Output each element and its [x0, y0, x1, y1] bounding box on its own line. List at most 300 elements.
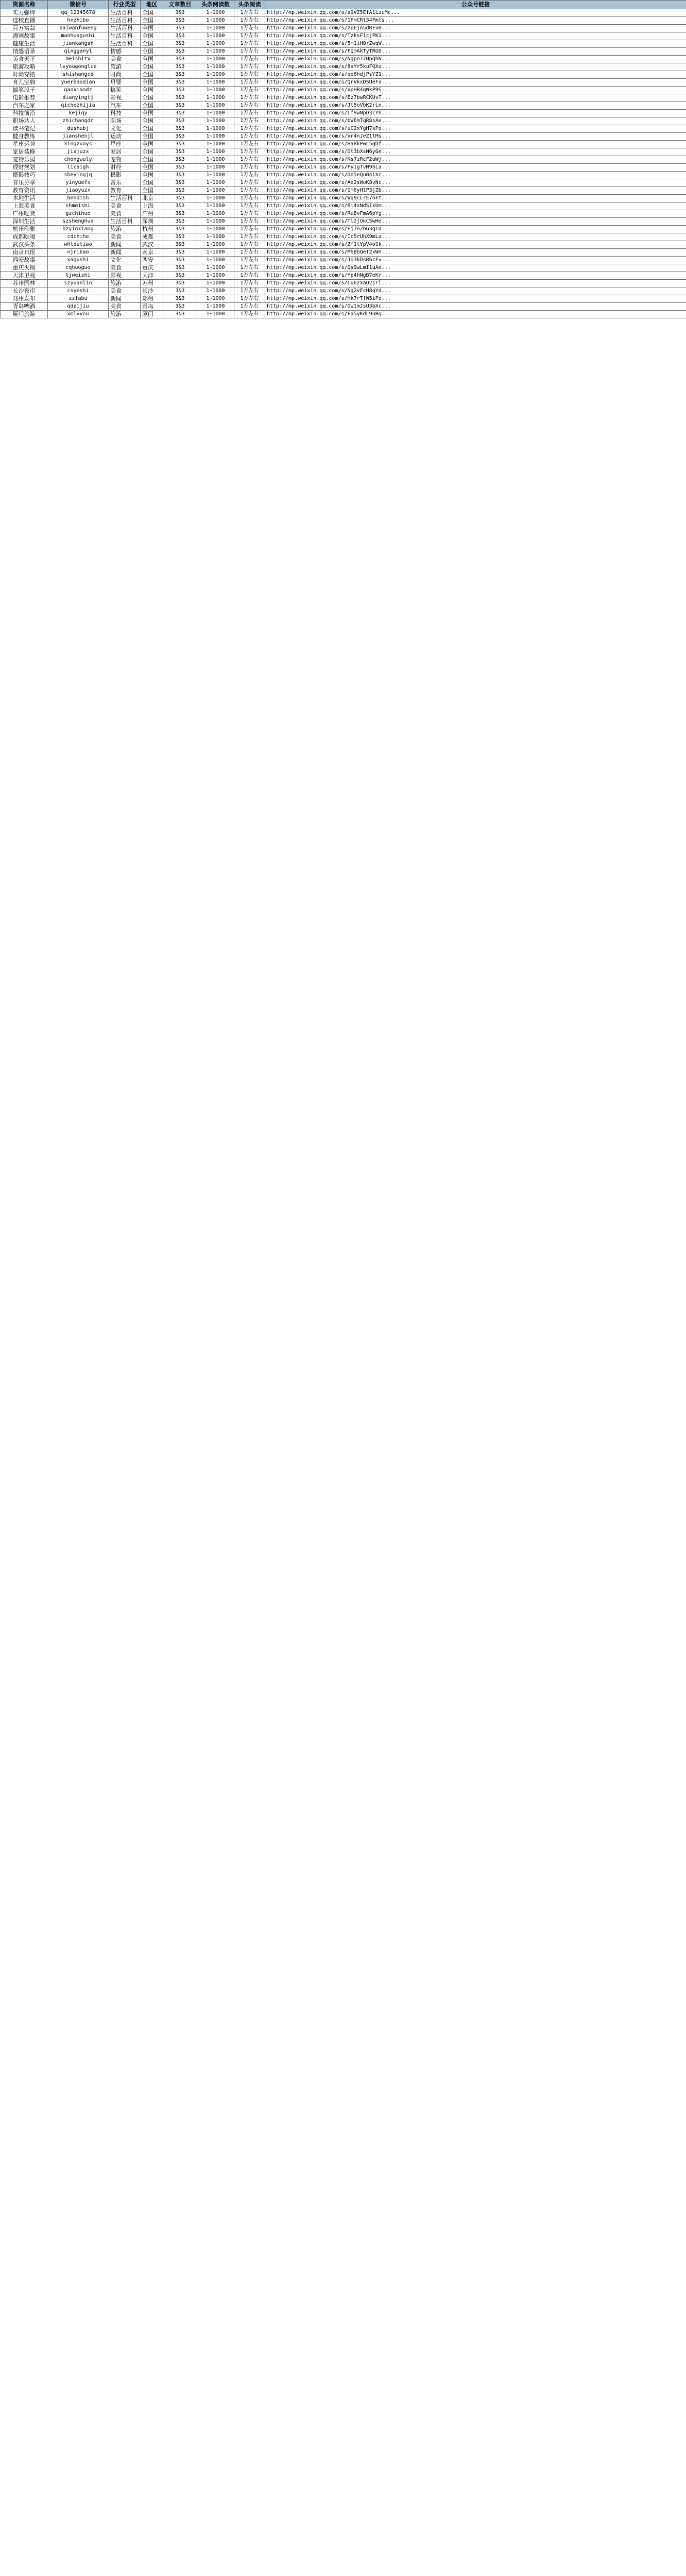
cell-headline: 1万左右 [234, 48, 265, 56]
cell-category: 新闻 [109, 241, 141, 249]
cell-region: 全国 [141, 164, 163, 172]
cell-article-count: 3&3 [163, 56, 197, 63]
cell-name: 杭州印象 [1, 226, 48, 233]
cell-link[interactable]: http://mp.weixin.qq.com/s/zpEjA5dRFvH... [265, 25, 686, 32]
cell-link[interactable]: http://mp.weixin.qq.com/s/Bi4xNdS1kUm... [265, 202, 686, 210]
cell-article-count: 3&3 [163, 210, 197, 218]
cell-region: 郑州 [141, 295, 163, 303]
table-row [1, 117, 686, 125]
cell-wechat-id: cqhuoguo [48, 264, 109, 272]
cell-name: 西安故事 [1, 257, 48, 264]
cell-wechat-id: zzfabu [48, 295, 109, 303]
table-row [1, 141, 686, 148]
cell-link[interactable]: http://mp.weixin.qq.com/s/Qs9wLmI1uAe... [265, 264, 686, 272]
cell-name: 宠物乐园 [1, 156, 48, 164]
cell-wechat-id: gaoxiaodz [48, 87, 109, 94]
table-row [1, 25, 686, 32]
table-row [1, 257, 686, 264]
cell-category: 生活百科 [109, 195, 141, 202]
cell-region: 全国 [141, 179, 163, 187]
cell-article-count: 3&3 [163, 156, 197, 164]
cell-headline-reads: 1~1000 [197, 40, 234, 48]
cell-region: 青岛 [141, 303, 163, 311]
cell-link[interactable]: http://mp.weixin.qq.com/s/Ae2sWoK8vNc... [265, 179, 686, 187]
cell-wechat-id: xagushi [48, 257, 109, 264]
cell-name: 健康生活 [1, 40, 48, 48]
cell-name: 重庆火锅 [1, 264, 48, 272]
cell-wechat-id: jianshenjl [48, 133, 109, 141]
cell-wechat-id: cdchihe [48, 233, 109, 241]
cell-wechat-id: dianyingtj [48, 94, 109, 102]
cell-article-count: 3&3 [163, 187, 197, 195]
cell-article-count: 3&3 [163, 32, 197, 40]
cell-region: 全国 [141, 79, 163, 87]
cell-headline-reads: 1~1000 [197, 218, 234, 226]
header-row [1, 1, 686, 9]
cell-headline-reads: 1~1000 [197, 25, 234, 32]
cell-link[interactable]: http://mp.weixin.qq.com/s/bW6mTqR8sAe... [265, 117, 686, 125]
cell-headline-reads: 1~1000 [197, 148, 234, 156]
cell-category: 职场 [109, 117, 141, 125]
cell-region: 苏州 [141, 280, 163, 287]
cell-region: 北京 [141, 195, 163, 202]
cell-article-count: 3&3 [163, 202, 197, 210]
cell-wechat-id: sheyingjq [48, 172, 109, 179]
cell-wechat-id: lvyougonglue [48, 63, 109, 71]
cell-link[interactable]: http://mp.weixin.qq.com/s/Dn5eQuB4iXr... [265, 172, 686, 179]
cell-link[interactable]: http://mp.weixin.qq.com/s/Mh8bQeT2xWn... [265, 249, 686, 257]
cell-region: 全国 [141, 141, 163, 148]
table-row [1, 195, 686, 202]
cell-link[interactable]: http://mp.weixin.qq.com/s/Tl2jOkC5wHe... [265, 218, 686, 226]
cell-link[interactable]: http://mp.weixin.qq.com/s/qe6hdjPsYZ1... [265, 71, 686, 79]
cell-region: 上海 [141, 202, 163, 210]
cell-link[interactable]: http://mp.weixin.qq.com/s/Ot3bXsN6yGe... [265, 148, 686, 156]
cell-region: 全国 [141, 125, 163, 133]
col-header-article-count: 文章数目 [163, 1, 197, 9]
cell-region: 全国 [141, 17, 163, 25]
cell-name: 时尚穿搭 [1, 71, 48, 79]
cell-wechat-id: qdpijiu [48, 303, 109, 311]
cell-headline-reads: 1~1000 [197, 172, 234, 179]
cell-link[interactable]: http://mp.weixin.qq.com/s/Fa5yKdL9nRg... [265, 311, 686, 318]
table-row [1, 133, 686, 141]
cell-name: 广州吃货 [1, 210, 48, 218]
cell-region: 天津 [141, 272, 163, 280]
cell-wechat-id: baiwanfuweng [48, 25, 109, 32]
cell-headline-reads: 1~1000 [197, 141, 234, 148]
cell-name: 厦门旅游 [1, 311, 48, 318]
cell-name: 南京日报 [1, 249, 48, 257]
cell-article-count: 3&3 [163, 117, 197, 125]
cell-wechat-id: xmlvyou [48, 311, 109, 318]
table-row [1, 148, 686, 156]
cell-link[interactable]: http://mp.weixin.qq.com/s/Vr4nJeZ1tMs... [265, 133, 686, 141]
cell-wechat-id: szshenghuo [48, 218, 109, 226]
cell-wechat-id: hxzhibo [48, 17, 109, 25]
cell-wechat-id: yuerbaodian [48, 79, 109, 87]
cell-headline-reads: 1~1000 [197, 195, 234, 202]
cell-link[interactable]: http://mp.weixin.qq.com/s/Py1gTvM9hLa... [265, 164, 686, 172]
cell-headline: 1万左右 [234, 311, 265, 318]
cell-wechat-id: licaigh [48, 164, 109, 172]
cell-headline-reads: 1~1000 [197, 110, 234, 117]
cell-name: 本地生活 [1, 195, 48, 202]
cell-link[interactable]: http://mp.weixin.qq.com/s/Cu6zXaO2jTl... [265, 280, 686, 287]
cell-article-count: 3&3 [163, 287, 197, 295]
table-row [1, 32, 686, 40]
cell-region: 长沙 [141, 287, 163, 295]
cell-wechat-id: njribao [48, 249, 109, 257]
table-row [1, 56, 686, 63]
cell-link[interactable]: http://mp.weixin.qq.com/s/Gm6yHtP3jZb... [265, 187, 686, 195]
cell-wechat-id: qingganyl [48, 48, 109, 56]
table-row [1, 280, 686, 287]
cell-headline: 1万左右 [234, 117, 265, 125]
cell-wechat-id: dushubj [48, 125, 109, 133]
cell-headline-reads: 1~1000 [197, 210, 234, 218]
table-row [1, 311, 686, 318]
cell-name: 选校直播 [1, 17, 48, 25]
cell-headline-reads: 1~1000 [197, 303, 234, 311]
cell-link[interactable]: http://mp.weixin.qq.com/s/TzksF1cjPK1... [265, 32, 686, 40]
cell-article-count: 3&3 [163, 218, 197, 226]
cell-category: 影视 [109, 272, 141, 280]
cell-headline: 1万左右 [234, 63, 265, 71]
cell-region: 厦门 [141, 311, 163, 318]
table-row [1, 94, 686, 102]
cell-wechat-id: qichezhijia [48, 102, 109, 110]
cell-category: 生活百科 [109, 9, 141, 17]
cell-headline: 1万左右 [234, 110, 265, 117]
cell-wechat-id: szyuanlin [48, 280, 109, 287]
cell-headline: 1万左右 [234, 79, 265, 87]
cell-headline: 1万左右 [234, 71, 265, 79]
table-row [1, 40, 686, 48]
cell-link[interactable]: http://mp.weixin.qq.com/s/1PmCRt34Fmts... [265, 17, 686, 25]
cell-category: 生活百科 [109, 40, 141, 48]
table-row [1, 272, 686, 280]
cell-region: 西安 [141, 257, 163, 264]
cell-headline: 1万左右 [234, 241, 265, 249]
cell-headline: 1万左右 [234, 32, 265, 40]
cell-headline-reads: 1~1000 [197, 125, 234, 133]
cell-region: 全国 [141, 87, 163, 94]
cell-headline-reads: 1~1000 [197, 264, 234, 272]
cell-headline: 1万左右 [234, 102, 265, 110]
cell-link[interactable]: http://mp.weixin.qq.com/s/Ej7nZbG3qId... [265, 226, 686, 233]
table-row [1, 295, 686, 303]
cell-link[interactable]: http://mp.weixin.qq.com/s/Hk7rTfW5iPo... [265, 295, 686, 303]
cell-category: 母婴 [109, 79, 141, 87]
cell-headline: 1万左右 [234, 179, 265, 187]
table-row [1, 202, 686, 210]
cell-article-count: 3&3 [163, 40, 197, 48]
cell-region: 广州 [141, 210, 163, 218]
cell-link[interactable]: http://mp.weixin.qq.com/s/Jt5oVbK2rLn... [265, 102, 686, 110]
cell-headline: 1万左右 [234, 226, 265, 233]
cell-link[interactable]: http://mp.weixin.qq.com/s/QrVkxDSUeFa... [265, 79, 686, 87]
cell-name: 星座运势 [1, 141, 48, 148]
cell-name: 美食天下 [1, 56, 48, 63]
table-row [1, 125, 686, 133]
cell-name: 苏州园林 [1, 280, 48, 287]
cell-headline-reads: 1~1000 [197, 187, 234, 195]
cell-category: 搞笑 [109, 87, 141, 94]
cell-category: 美食 [109, 56, 141, 63]
cell-article-count: 3&3 [163, 179, 197, 187]
cell-region: 全国 [141, 110, 163, 117]
cell-name: 音乐分享 [1, 179, 48, 187]
cell-headline-reads: 1~1000 [197, 94, 234, 102]
cell-headline: 1万左右 [234, 148, 265, 156]
cell-category: 美食 [109, 202, 141, 210]
cell-article-count: 3&3 [163, 233, 197, 241]
cell-category: 汽车 [109, 102, 141, 110]
cell-headline-reads: 1~1000 [197, 71, 234, 79]
cell-headline-reads: 1~1000 [197, 164, 234, 172]
table-row [1, 9, 686, 17]
table-row [1, 63, 686, 71]
cell-headline-reads: 1~1000 [197, 102, 234, 110]
cell-category: 旅游 [109, 63, 141, 71]
cell-link[interactable]: http://mp.weixin.qq.com/s/Wq9cLrE7oFt... [265, 195, 686, 202]
cell-category: 生活百科 [109, 25, 141, 32]
cell-link[interactable]: http://mp.weixin.qq.com/s/Yp4hNgB7eKr... [265, 272, 686, 280]
cell-wechat-id: shmeishi [48, 202, 109, 210]
cell-name: 旅游攻略 [1, 63, 48, 71]
cell-headline-reads: 1~1000 [197, 56, 234, 63]
col-header-region: 地区 [141, 1, 163, 9]
cell-link[interactable]: http://mp.weixin.qq.com/s/5m1iH8rZwqW... [265, 40, 686, 48]
cell-link[interactable]: http://mp.weixin.qq.com/s/uC2xYgH7kPo... [265, 125, 686, 133]
col-header-headline-reads: 头条阅读数 [197, 1, 234, 9]
cell-headline: 1万左右 [234, 280, 265, 287]
col-header-headline: 头条阅读 [234, 1, 265, 9]
cell-wechat-id: shishangcd [48, 71, 109, 79]
cell-link[interactable]: http://mp.weixin.qq.com/s/Ha8kPwL5qDf... [265, 141, 686, 148]
cell-article-count: 3&3 [163, 164, 197, 172]
table-row [1, 102, 686, 110]
cell-region: 全国 [141, 133, 163, 141]
cell-headline: 1万左右 [234, 295, 265, 303]
table-row [1, 79, 686, 87]
cell-article-count: 3&3 [163, 63, 197, 71]
cell-article-count: 3&3 [163, 102, 197, 110]
cell-name: 职场达人 [1, 117, 48, 125]
cell-headline: 1万左右 [234, 218, 265, 226]
cell-name: 搞笑段子 [1, 87, 48, 94]
table-row [1, 71, 686, 79]
cell-article-count: 3&3 [163, 110, 197, 117]
cell-name: 实力强悍 [1, 9, 48, 17]
cell-link[interactable]: http://mp.weixin.qq.com/s/Ru8vFmA6pYg... [265, 210, 686, 218]
cell-category: 美食 [109, 233, 141, 241]
cell-headline-reads: 1~1000 [197, 287, 234, 295]
cell-name: 武汉头条 [1, 241, 48, 249]
cell-region: 全国 [141, 94, 163, 102]
cell-link[interactable]: http://mp.weixin.qq.com/s/NgpnJ7HpQhN... [265, 56, 686, 63]
cell-region: 全国 [141, 172, 163, 179]
cell-article-count: 3&3 [163, 133, 197, 141]
cell-category: 美食 [109, 210, 141, 218]
cell-region: 全国 [141, 25, 163, 32]
cell-link[interactable]: http://mp.weixin.qq.com/s/Jo3kDsR6cFv... [265, 257, 686, 264]
table-row [1, 172, 686, 179]
cell-link[interactable]: http://mp.weixin.qq.com/s/Zf1tYpV4oSk... [265, 241, 686, 249]
cell-name: 科技前沿 [1, 110, 48, 117]
cell-headline-reads: 1~1000 [197, 87, 234, 94]
cell-article-count: 3&3 [163, 71, 197, 79]
cell-article-count: 3&3 [163, 295, 197, 303]
cell-headline: 1万左右 [234, 187, 265, 195]
cell-wechat-id: chongwuly [48, 156, 109, 164]
cell-category: 音乐 [109, 179, 141, 187]
cell-article-count: 3&3 [163, 303, 197, 311]
cell-link[interactable]: http://mp.weixin.qq.com/s/Lf9wNpD3cYh... [265, 110, 686, 117]
cell-link[interactable]: http://mp.weixin.qq.com/s/xpHR4gWkP9S... [265, 87, 686, 94]
cell-wechat-id: gzchihuo [48, 210, 109, 218]
cell-link[interactable]: http://mp.weixin.qq.com/s/FQmAkTyTRG0... [265, 48, 686, 56]
cell-article-count: 3&3 [163, 241, 197, 249]
cell-article-count: 3&3 [163, 249, 197, 257]
cell-region: 全国 [141, 48, 163, 56]
cell-category: 文化 [109, 125, 141, 133]
cell-article-count: 3&3 [163, 226, 197, 233]
cell-headline: 1万左右 [234, 133, 265, 141]
cell-category: 运动 [109, 133, 141, 141]
cell-article-count: 3&3 [163, 87, 197, 94]
cell-wechat-id: jiankangsh [48, 40, 109, 48]
cell-headline: 1万左右 [234, 172, 265, 179]
cell-region: 全国 [141, 71, 163, 79]
cell-category: 文化 [109, 257, 141, 264]
cell-wechat-id: yinyuefx [48, 179, 109, 187]
cell-name: 健身教练 [1, 133, 48, 141]
cell-name: 成都吃喝 [1, 233, 48, 241]
cell-name: 情感语录 [1, 48, 48, 56]
cell-region: 全国 [141, 156, 163, 164]
cell-name: 读书笔记 [1, 125, 48, 133]
cell-headline: 1万左右 [234, 249, 265, 257]
cell-link[interactable]: http://mp.weixin.qq.com/s/Ic5rUhX9mLa... [265, 233, 686, 241]
cell-article-count: 3&3 [163, 311, 197, 318]
cell-headline-reads: 1~1000 [197, 9, 234, 17]
cell-category: 科技 [109, 110, 141, 117]
cell-category: 教育 [109, 187, 141, 195]
cell-headline-reads: 1~1000 [197, 48, 234, 56]
cell-region: 全国 [141, 102, 163, 110]
col-header-name: 资源名称 [1, 1, 48, 9]
cell-category: 时尚 [109, 71, 141, 79]
cell-wechat-id: hzyinxiang [48, 226, 109, 233]
cell-category: 生活百科 [109, 32, 141, 40]
cell-headline: 1万左右 [234, 257, 265, 264]
cell-link[interactable]: http://mp.weixin.qq.com/s/a9VZ5EfA1LzuMc... [265, 9, 686, 17]
cell-wechat-id: manhuagushi [48, 32, 109, 40]
cell-wechat-id: jiajuzx [48, 148, 109, 156]
cell-headline-reads: 1~1000 [197, 179, 234, 187]
table-row [1, 287, 686, 295]
cell-region: 杭州 [141, 226, 163, 233]
cell-headline: 1万左右 [234, 9, 265, 17]
cell-category: 财经 [109, 164, 141, 172]
cell-headline-reads: 1~1000 [197, 249, 234, 257]
table-body [1, 9, 686, 318]
cell-category: 家居 [109, 148, 141, 156]
cell-region: 全国 [141, 148, 163, 156]
cell-headline: 1万左右 [234, 40, 265, 48]
cell-link[interactable]: http://mp.weixin.qq.com/s/Ks7zRcF2uWj... [265, 156, 686, 164]
cell-category: 美食 [109, 287, 141, 295]
cell-category: 情感 [109, 48, 141, 56]
cell-headline: 1万左右 [234, 164, 265, 172]
cell-headline: 1万左右 [234, 233, 265, 241]
cell-name: 育儿宝典 [1, 79, 48, 87]
cell-article-count: 3&3 [163, 264, 197, 272]
resource-table [0, 0, 686, 318]
cell-wechat-id: jiaoyuzx [48, 187, 109, 195]
cell-region: 全国 [141, 9, 163, 17]
table-row [1, 164, 686, 172]
cell-wechat-id: whtoutiao [48, 241, 109, 249]
cell-link[interactable]: http://mp.weixin.qq.com/s/8aYr5kuFQXo... [265, 63, 686, 71]
cell-article-count: 3&3 [163, 94, 197, 102]
cell-name: 电影推荐 [1, 94, 48, 102]
cell-region: 武汉 [141, 241, 163, 249]
cell-article-count: 3&3 [163, 195, 197, 202]
cell-wechat-id: tjweishi [48, 272, 109, 280]
cell-article-count: 3&3 [163, 141, 197, 148]
cell-article-count: 3&3 [163, 172, 197, 179]
cell-article-count: 3&3 [163, 148, 197, 156]
cell-article-count: 3&3 [163, 9, 197, 17]
cell-article-count: 3&3 [163, 125, 197, 133]
cell-headline: 1万左右 [234, 264, 265, 272]
cell-headline: 1万左右 [234, 25, 265, 32]
cell-category: 新闻 [109, 295, 141, 303]
table-row [1, 226, 686, 233]
cell-headline-reads: 1~1000 [197, 63, 234, 71]
cell-link[interactable]: http://mp.weixin.qq.com/s/Ng2vEcH8qYd... [265, 287, 686, 295]
cell-link[interactable]: http://mp.weixin.qq.com/s/Ez7bwRCKUvT... [265, 94, 686, 102]
cell-headline: 1万左右 [234, 195, 265, 202]
cell-category: 宠物 [109, 156, 141, 164]
cell-wechat-id: qq_12345678 [48, 9, 109, 17]
cell-headline-reads: 1~1000 [197, 257, 234, 264]
table-row [1, 218, 686, 226]
cell-name: 汽车之家 [1, 102, 48, 110]
cell-category: 美食 [109, 264, 141, 272]
cell-headline: 1万左右 [234, 272, 265, 280]
table-row [1, 48, 686, 56]
cell-category: 生活百科 [109, 218, 141, 226]
cell-headline: 1万左右 [234, 202, 265, 210]
cell-name: 上海美食 [1, 202, 48, 210]
cell-headline-reads: 1~1000 [197, 241, 234, 249]
cell-headline-reads: 1~1000 [197, 17, 234, 25]
cell-name: 长沙夜市 [1, 287, 48, 295]
cell-name: 青岛啤酒 [1, 303, 48, 311]
cell-article-count: 3&3 [163, 272, 197, 280]
cell-region: 深圳 [141, 218, 163, 226]
cell-link[interactable]: http://mp.weixin.qq.com/s/Ow1mJsU3bXc... [265, 303, 686, 311]
table-row [1, 17, 686, 25]
cell-region: 全国 [141, 187, 163, 195]
table-row [1, 156, 686, 164]
cell-region: 全国 [141, 40, 163, 48]
cell-article-count: 3&3 [163, 79, 197, 87]
